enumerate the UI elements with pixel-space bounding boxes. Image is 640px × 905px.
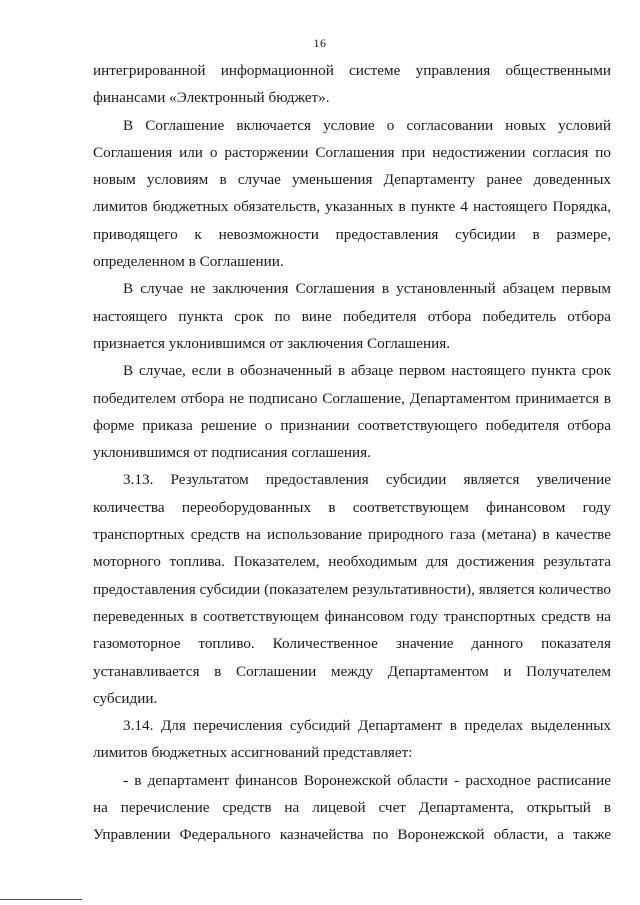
text-line: финансами «Электронный бюджет». — [93, 89, 330, 107]
text-line: В случае не заключения Соглашения в установленный абзацем первым — [123, 280, 611, 298]
paragraph — [93, 357, 611, 466]
text-line: форме приказа решение о признании соответствующего победителя отбора — [93, 416, 611, 434]
paragraph — [93, 712, 611, 767]
page-number: 16 — [313, 36, 327, 50]
text-line: устанавливается в Соглашении между Департаментом и Получателем — [93, 662, 611, 680]
text-line: лимитов бюджетных обязательств, указанных в пункте 4 настоящего Порядка, — [93, 198, 611, 216]
paragraph — [93, 57, 611, 112]
document-body — [93, 57, 611, 849]
text-line: В Соглашение включается условие о согласовании новых условий — [123, 116, 611, 134]
text-line: уклонившимся от подписания соглашения. — [93, 444, 371, 462]
text-line: газомоторное топливо. Количественное значение данного показателя — [93, 635, 611, 653]
text-line: переведенных в соответствующем финансовом году транспортных средств на — [93, 607, 611, 625]
text-line: количества переоборудованных в соответствующем финансовом году — [93, 498, 611, 516]
text-line: субсидии. — [93, 689, 158, 707]
text-line: транспортных средств на использование природного газа (метана) в качестве — [93, 526, 611, 544]
text-line: В случае, если в обозначенный в абзаце первом настоящего пункта срок — [123, 362, 611, 380]
text-line: признается уклонившимся от заключения Соглашения. — [93, 334, 451, 352]
text-line: настоящего пункта срок по вине победителя отбора победитель отбора — [93, 307, 611, 325]
text-line: приводящего к невозможности предоставления субсидии в размере, — [93, 225, 611, 243]
text-line: Управлении Федерального казначейства по Воронежской области, а также — [93, 826, 611, 844]
text-line: - в департамент финансов Воронежской области - расходное расписание — [123, 771, 611, 789]
text-line: 3.13. Результатом предоставления субсидии является увеличение — [123, 471, 611, 489]
text-line: новым условиям в случае уменьшения Департаменту ранее доведенных — [93, 171, 611, 189]
paragraph — [93, 112, 611, 276]
paragraph — [93, 767, 611, 849]
text-line: моторного топлива. Показателем, необходимым для достижения результата — [93, 553, 611, 571]
paragraph — [93, 466, 611, 712]
text-line: Соглашения или о расторжении Соглашения при недостижении согласия по — [93, 143, 611, 161]
text-line: интегрированной информационной системе управления общественными — [93, 62, 611, 79]
text-line: определенном в Соглашении. — [93, 253, 284, 271]
text-line: на перечисление средств на лицевой счет Департамента, открытый в — [93, 799, 611, 817]
text-line: победителем отбора не подписано Соглашение, Департаментом принимается в — [93, 389, 611, 407]
text-line: лимитов бюджетных ассигнований представляет: — [93, 744, 413, 762]
text-line: предоставления субсидии (показателем результативности), является количество — [93, 580, 611, 598]
paragraph — [93, 275, 611, 357]
text-line: 3.14. Для перечисления субсидий Департамент в пределах выделенных — [123, 717, 611, 735]
footer-rule — [0, 899, 82, 900]
